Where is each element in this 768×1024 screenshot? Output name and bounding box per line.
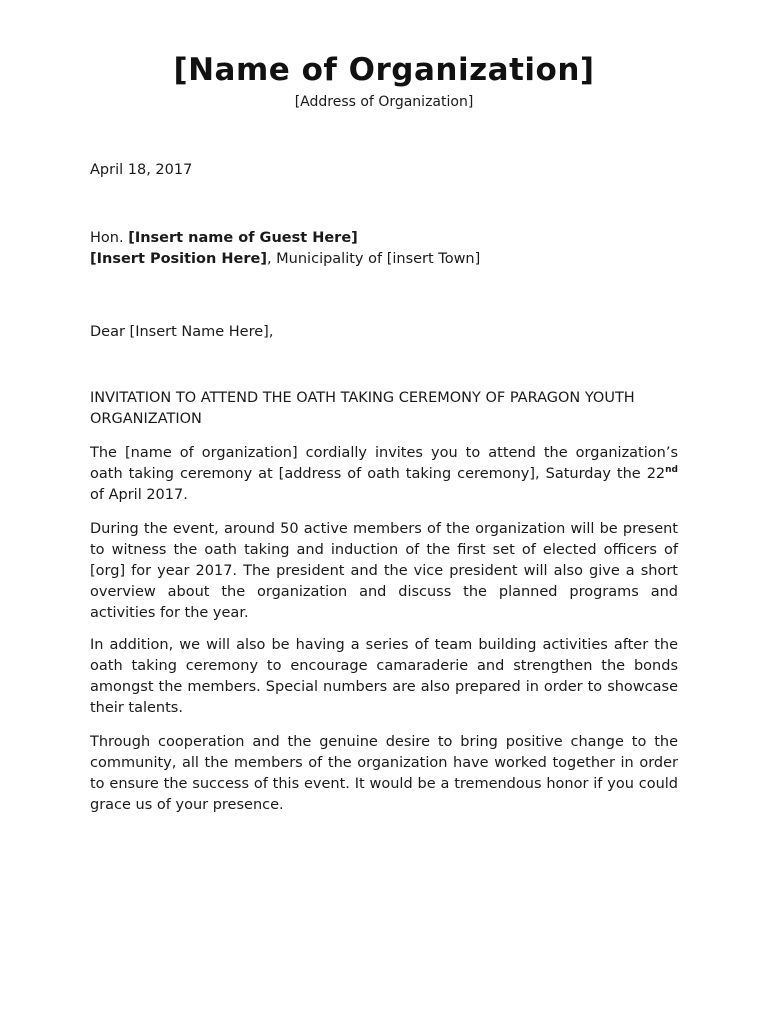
recipient-honorific: Hon. bbox=[90, 230, 129, 246]
recipient-block bbox=[90, 228, 678, 270]
recipient-guest-name: [Insert name of Guest Here] bbox=[128, 230, 358, 246]
paragraph-activities: In addition, we will also be having a series of team building activities after the oath taking ceremony to encourage camaraderie and strengthen the bonds amongst the members. Special numbers are also prepared in order to showcase their talents. bbox=[90, 637, 678, 716]
recipient-line-1 bbox=[90, 228, 678, 249]
paragraph-invitation-text: The [name of organization] cordially invites you to attend the organization’s oath taking ceremony at [address of oath taking ceremony], Saturday the 22 bbox=[90, 445, 678, 482]
paragraph-invitation bbox=[90, 443, 678, 506]
organization-name: [Name of Organization] bbox=[173, 52, 595, 88]
letter-date: April 18, 2017 bbox=[90, 162, 193, 178]
ordinal-superscript: nd bbox=[665, 465, 678, 475]
recipient-position: [Insert Position Here] bbox=[90, 251, 267, 267]
recipient-line-2 bbox=[90, 249, 678, 270]
salutation: Dear [Insert Name Here], bbox=[90, 324, 274, 340]
paragraph-invitation-end: of April 2017. bbox=[90, 487, 188, 503]
recipient-municipality: , Municipality of [insert Town] bbox=[266, 251, 481, 267]
paragraph-event-details: During the event, around 50 active members of the organization will be present to witness the oath taking and induction of the first set of elected officers of [org] for year 2017. The president and the vice president will also give a short overview about the organization and discuss the planned programs and activities for the year. bbox=[90, 521, 678, 621]
organization-address: [Address of Organization] bbox=[294, 94, 474, 110]
letter-subject: INVITATION TO ATTEND THE OATH TAKING CEREMONY OF PARAGON YOUTH ORGANIZATION bbox=[90, 390, 635, 427]
paragraph-closing: Through cooperation and the genuine desire to bring positive change to the community, all the members of the organization have worked together in order to ensure the success of this event. It would be a tremendous honor if you could grace us of your presence. bbox=[90, 734, 678, 813]
